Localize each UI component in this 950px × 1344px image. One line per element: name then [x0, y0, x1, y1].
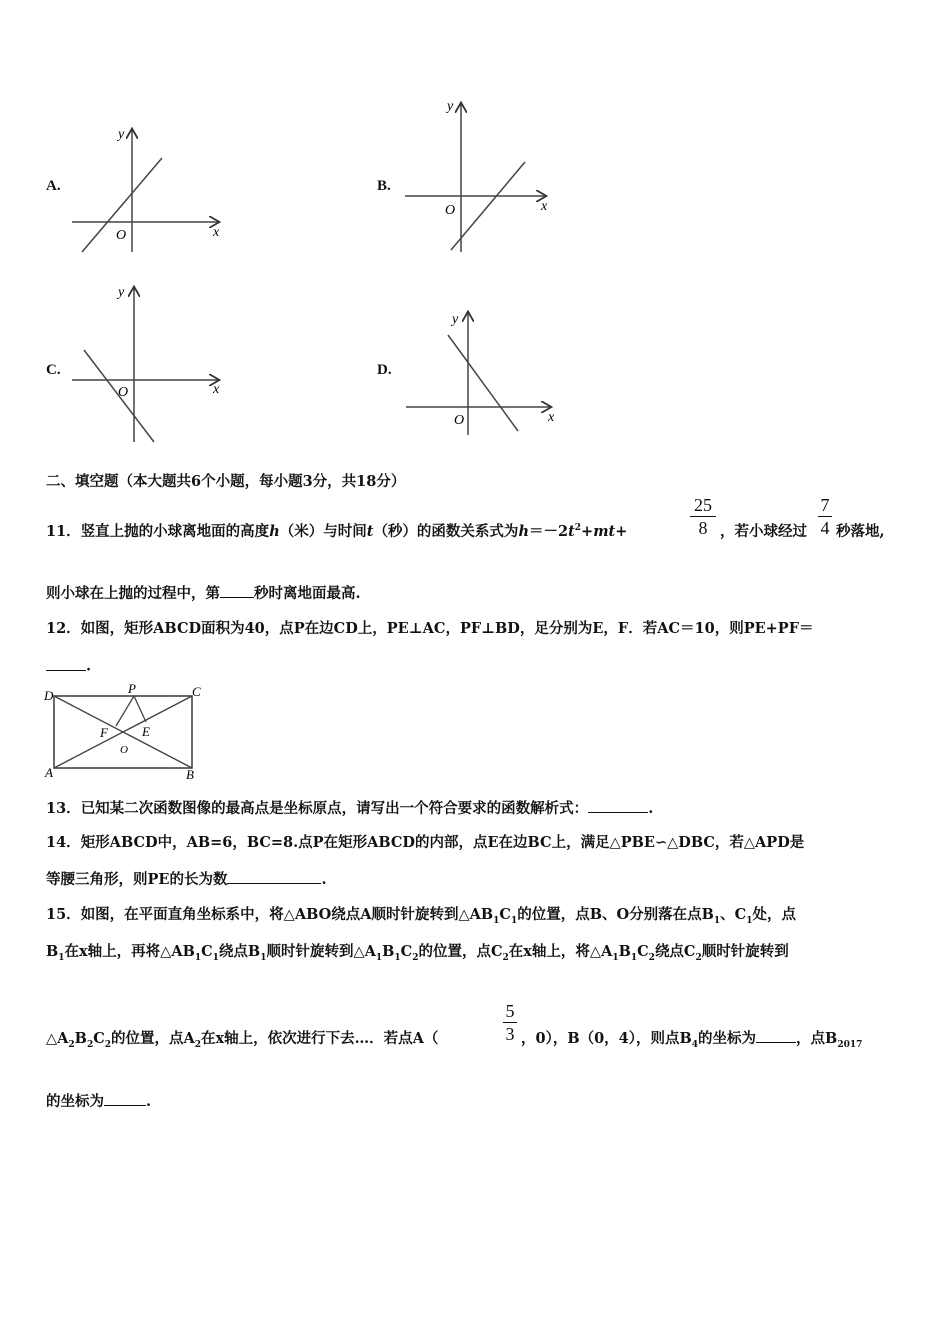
- q15-text: C: [637, 943, 649, 960]
- q11-text: 秒时离地面最高.: [254, 585, 361, 602]
- section-title: 二、填空题（本大题共6个小题，每小题3分，共18分）: [46, 473, 406, 490]
- graph-b: [395, 92, 570, 260]
- subscript: 1: [375, 952, 383, 963]
- option-d-label: D.: [377, 362, 392, 378]
- q15-text: △A: [46, 1030, 69, 1047]
- q15-text: 顺时针旋转到△A: [266, 943, 376, 960]
- segment-pf: [116, 696, 134, 726]
- q13-text: 已知某二次函数图像的最高点是坐标原点，请写出一个符合要求的函数解析式：: [80, 800, 589, 817]
- label-o: O: [120, 744, 128, 756]
- answer-blank[interactable]: [220, 583, 254, 599]
- q12-number: 12．: [46, 620, 81, 637]
- q15-text: C: [93, 1030, 105, 1047]
- subscript: 1: [510, 915, 518, 926]
- q15-line3: [46, 1027, 438, 1050]
- q15-text: 的位置，点C: [418, 943, 503, 960]
- label-a: A: [45, 765, 53, 780]
- denominator: 4: [818, 516, 832, 539]
- y-label: y: [452, 312, 459, 327]
- formula-mt: mt: [593, 523, 616, 540]
- label-d: D: [44, 688, 54, 703]
- q12-text: 如图，矩形ABCD面积为40，点P在边CD上，PE⊥AC，PF⊥BD，足分别为E，F．若AC＝10，则PE+PF＝: [80, 620, 814, 637]
- y-label: y: [447, 99, 454, 114]
- subscript: 2: [412, 952, 419, 963]
- subscript: 2: [68, 1039, 75, 1050]
- numerator: 25: [694, 495, 712, 515]
- q15-line1: [46, 903, 796, 926]
- q15-text: C: [400, 943, 413, 960]
- q14-line1: [46, 831, 804, 852]
- y-label: y: [118, 285, 125, 300]
- option-c-label: C.: [46, 362, 61, 378]
- q15-end: .: [146, 1093, 152, 1110]
- segment-pe: [134, 696, 146, 722]
- q11-h: h: [269, 523, 280, 540]
- subscript: 4: [691, 1039, 699, 1050]
- q15-text: 的坐标为: [46, 1093, 104, 1110]
- subscript: 1: [746, 915, 753, 926]
- subscript: 2: [502, 952, 509, 963]
- graph-a: [60, 118, 230, 258]
- label-b: B: [186, 767, 194, 782]
- q11-text: 则小球在上抛的过程中，第: [46, 585, 220, 602]
- formula-exponent: 2: [574, 523, 582, 534]
- q12-rectangle-figure: [40, 682, 210, 782]
- q15-text: 如图，在平面直角坐标系中，将△ABO绕点A顺时针旋转到△AB: [80, 906, 494, 923]
- q15-line3-tail: [521, 1027, 862, 1050]
- graph-c: [60, 280, 230, 445]
- q15-text: 的坐标为: [698, 1030, 757, 1047]
- q11-text: 竖直上抛的小球离地面的高度: [80, 523, 270, 540]
- origin-label: O: [445, 203, 456, 218]
- subscript: 1: [394, 952, 401, 963]
- q15-text: ，0），B（0，4），则点B: [521, 1030, 692, 1047]
- q15-text: B: [382, 943, 395, 960]
- subscript: 1: [493, 915, 500, 926]
- option-a-label: A.: [46, 178, 61, 194]
- subscript: 2: [194, 1039, 202, 1050]
- q14-text: 等腰三角形，则PE的长为数: [46, 871, 228, 888]
- subscript: 2017: [837, 1039, 863, 1050]
- numerator: 7: [820, 495, 830, 515]
- origin-label: O: [118, 385, 129, 400]
- formula-part: +: [581, 523, 594, 540]
- q11-line1: [46, 520, 627, 541]
- q15-text: 的位置，点A: [111, 1030, 195, 1047]
- q15-text: C: [201, 943, 213, 960]
- q15-text: 、C: [720, 906, 747, 923]
- formula-h: h: [518, 523, 529, 540]
- subscript: 2: [695, 952, 702, 963]
- denominator: 8: [690, 516, 716, 539]
- q14-number: 14．: [46, 834, 81, 851]
- q15-text: C: [499, 906, 511, 923]
- q15-fraction-5-3: [503, 1000, 517, 1045]
- q12-end: .: [86, 657, 92, 675]
- answer-blank[interactable]: [46, 655, 86, 671]
- x-label: x: [213, 225, 220, 240]
- q11-text: （秒）的函数关系式为: [373, 523, 519, 540]
- q12-line1: [46, 617, 814, 638]
- label-p: P: [128, 682, 136, 696]
- answer-blank[interactable]: [756, 1028, 796, 1044]
- q11-text: （米）与时间: [279, 523, 367, 540]
- formula-t: t: [568, 523, 575, 540]
- label-f: F: [100, 725, 108, 740]
- q13-number: 13．: [46, 800, 81, 817]
- q11-fraction-25-8: [690, 494, 716, 539]
- q11-text: ，若小球经过: [720, 523, 807, 540]
- subscript: 1: [630, 952, 638, 963]
- q13-end: .: [648, 800, 654, 817]
- q15-text: 在x轴上，依次进行下去…．若点A（: [201, 1030, 439, 1047]
- q11-line1-tail: [720, 520, 807, 541]
- q14-text: 矩形ABCD中，AB=6，BC=8.点P在矩形ABCD的内部，点E在边BC上，满足△PBE∽△DBC，若△APD是: [80, 834, 805, 851]
- label-e: E: [142, 724, 150, 739]
- q11-number: 11．: [46, 523, 81, 540]
- subscript: 1: [713, 915, 721, 926]
- x-label: x: [213, 382, 220, 397]
- label-c: C: [192, 684, 201, 699]
- answer-blank[interactable]: [104, 1091, 146, 1107]
- q15-text: B: [74, 1030, 87, 1047]
- q15-line4: [46, 1090, 151, 1111]
- answer-blank[interactable]: [588, 798, 648, 814]
- numerator: 5: [505, 1001, 515, 1021]
- q15-text: B: [618, 943, 631, 960]
- answer-blank[interactable]: [227, 869, 321, 885]
- q15-text: 顺时针旋转到: [701, 943, 789, 960]
- option-b-label: B.: [377, 178, 391, 194]
- q15-text: 的位置，点B、O分别落在点B: [517, 906, 714, 923]
- subscript: 2: [648, 952, 655, 963]
- q14-end: .: [321, 871, 327, 888]
- q14-line2: [46, 868, 327, 889]
- y-label: y: [118, 127, 125, 142]
- q12-line2: [46, 655, 91, 675]
- q11-line2: [46, 582, 361, 603]
- q15-text: ，点B: [796, 1030, 838, 1047]
- q15-text: 处，点: [752, 906, 796, 923]
- q15-line2: [46, 940, 789, 963]
- q15-text: B: [46, 943, 59, 960]
- subscript: 1: [260, 952, 267, 963]
- q15-text: 在x轴上，将△A: [508, 943, 613, 960]
- graph-d: [398, 305, 568, 445]
- x-label: x: [541, 199, 548, 214]
- q11-line1-end: 秒落地,: [836, 523, 885, 540]
- subscript: 2: [104, 1039, 112, 1050]
- function-line: [451, 162, 525, 250]
- subscript: 2: [86, 1039, 94, 1050]
- formula-part: ＝－2: [528, 523, 569, 540]
- q15-number: 15．: [46, 906, 81, 923]
- subscript: 1: [212, 952, 219, 963]
- q15-text: 绕点B: [218, 943, 261, 960]
- formula-part: +: [615, 523, 628, 540]
- subscript: 1: [58, 952, 65, 963]
- subscript: 1: [194, 952, 202, 963]
- x-label: x: [548, 410, 555, 425]
- denominator: 3: [503, 1022, 517, 1045]
- q11-fraction-7-4: [818, 494, 832, 539]
- q15-text: 绕点C: [654, 943, 696, 960]
- subscript: 1: [612, 952, 619, 963]
- origin-label: O: [454, 413, 465, 428]
- q13-line: [46, 797, 653, 818]
- q11-t: t: [366, 523, 374, 540]
- origin-label: O: [116, 228, 127, 243]
- q15-text: 在x轴上，再将△AB: [64, 943, 195, 960]
